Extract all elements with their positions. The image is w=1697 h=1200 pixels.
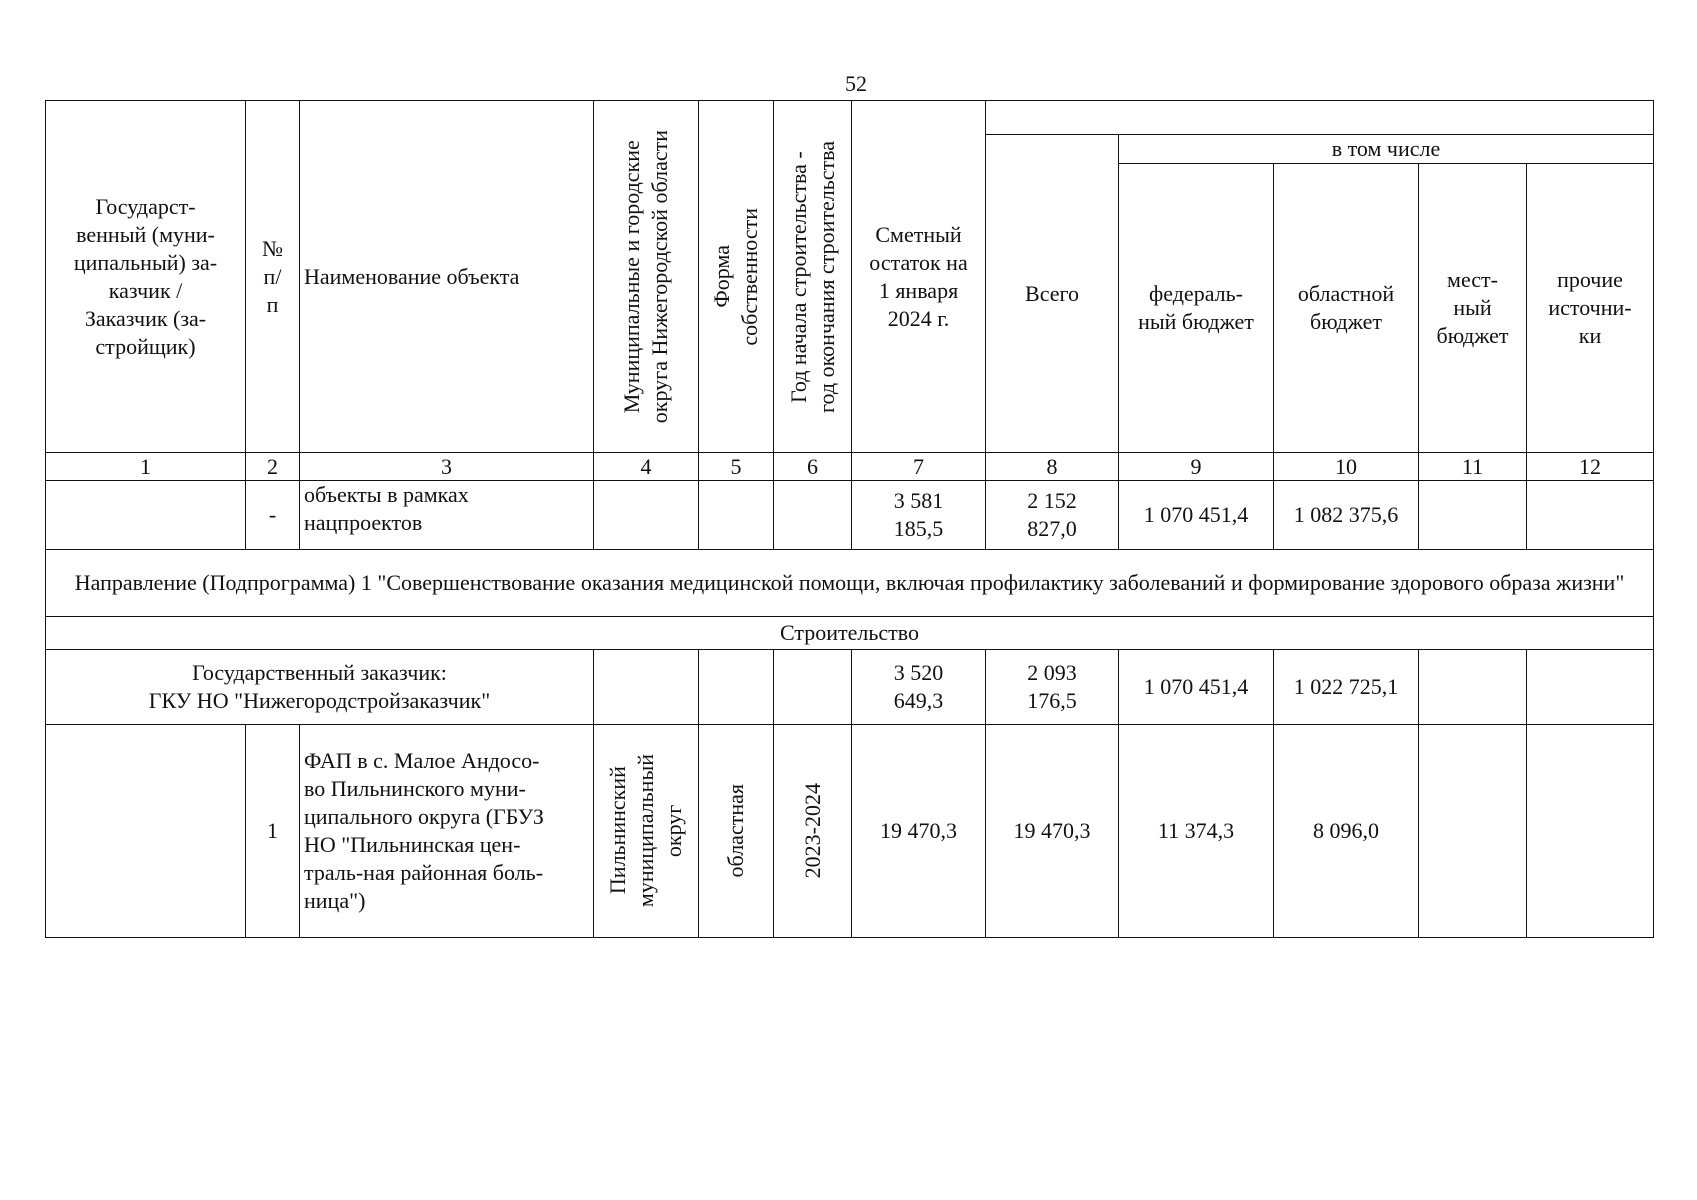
row-estimate: 19 470,3 [852,725,986,938]
header-including: в том числе [1119,135,1654,164]
row-district [594,481,699,550]
column-number: 4 [594,453,699,481]
row-ownership [699,481,774,550]
header-total: Всего [986,135,1119,453]
header-ownership: Форма собственности [709,207,762,346]
row-local [1419,725,1527,938]
row-regional: 1 022 725,1 [1274,650,1419,725]
header-years-cell [774,101,852,453]
row-customer-cell [46,725,246,938]
column-number: 11 [1419,453,1527,481]
row-number: 1 [246,725,300,938]
row-total: 19 470,3 [986,725,1119,938]
header-district: Муниципальные и городские округа Нижегородской области [619,129,672,424]
row-federal: 1 070 451,4 [1119,481,1274,550]
column-number: 3 [300,453,594,481]
header-ownership-cell [699,101,774,453]
row-other [1527,481,1654,550]
header-regional: областной бюджет [1274,164,1419,453]
section-title: Строительство [46,617,1654,650]
direction-title: Направление (Подпрограмма) 1 "Совершенствование оказания медицинской помощи, включая профилактику заболеваний и формирование здорового образа жизни" [46,550,1654,617]
row-federal: 11 374,3 [1119,725,1274,938]
header-local: мест- ный бюджет [1419,164,1527,453]
column-number: 5 [699,453,774,481]
row-years [774,650,852,725]
column-number: 6 [774,453,852,481]
row-total: 2 093 176,5 [986,650,1119,725]
table-row [46,725,1654,938]
table-row [46,481,1654,550]
row-district: Пильнинский муниципальный округ [605,754,686,908]
row-district-cell [594,725,699,938]
header-district-cell [594,101,699,453]
row-object-name: объекты в рамках нацпроектов [300,481,594,550]
header-customer: Государст- венный (муни- ципальный) за- казчик / Заказчик (за- стройщик) [46,101,246,453]
row-years [774,481,852,550]
row-years: 2023-2024 [799,783,825,879]
header-other: прочие источни- ки [1527,164,1654,453]
column-number: 12 [1527,453,1654,481]
header-years: Год начала строительства - год окончания строительства [785,140,839,413]
row-ownership [699,650,774,725]
row-other [1527,725,1654,938]
page-number: 52 [845,71,867,96]
row-regional: 8 096,0 [1274,725,1419,938]
row-local [1419,650,1527,725]
header-object-name: Наименование объекта [300,101,594,453]
row-estimate: 3 520 649,3 [852,650,986,725]
row-regional: 1 082 375,6 [1274,481,1419,550]
header-number: № п/ п [246,101,300,453]
column-number: 8 [986,453,1119,481]
row-federal: 1 070 451,4 [1119,650,1274,725]
header-federal: федераль- ный бюджет [1119,164,1274,453]
row-object-name: ФАП в с. Малое Андосо- во Пильнинского муни- ципального округа (ГБУЗ НО "Пильнинская цен- траль-ная районная боль- ница") [300,725,594,938]
row-years-cell [774,725,852,938]
header-estimate: Сметный остаток на 1 января 2024 г. [852,101,986,453]
row-local [1419,481,1527,550]
row-number: - [246,481,300,550]
row-other [1527,650,1654,725]
row-ownership-cell [699,725,774,938]
column-number: 7 [852,453,986,481]
table-row [46,650,1654,725]
row-district [594,650,699,725]
customer-label: Государственный заказчик: ГКУ НО "Нижегородстройзаказчик" [46,650,594,725]
row-customer-cell [46,481,246,550]
header-financing-top [986,101,1654,135]
column-number: 2 [246,453,300,481]
column-number: 9 [1119,453,1274,481]
investment-table [45,100,1654,938]
column-number: 10 [1274,453,1419,481]
column-number: 1 [46,453,246,481]
row-total: 2 152 827,0 [986,481,1119,550]
row-ownership: областная [723,784,748,878]
row-estimate: 3 581 185,5 [852,481,986,550]
